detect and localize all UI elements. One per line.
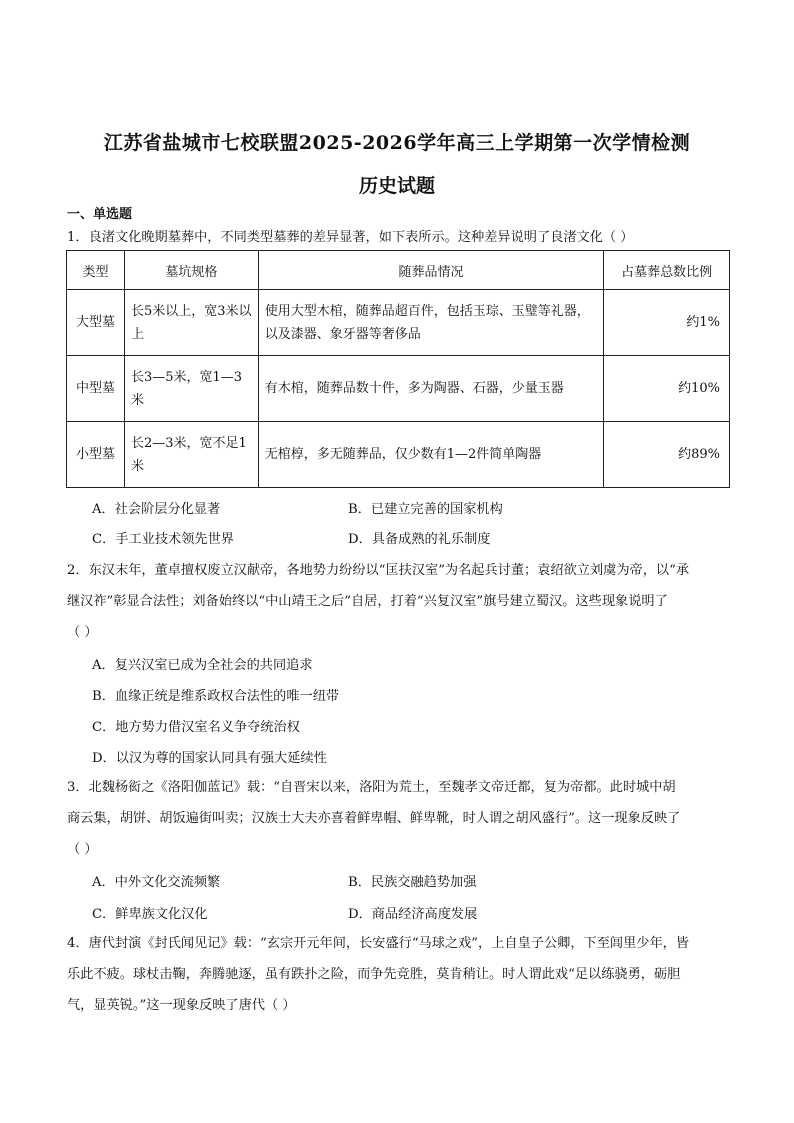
table-header-cell: 占墓葬总数比例 <box>604 251 730 290</box>
question-4-line: 4．唐代封演《封氏闻见记》载：“玄宗开元年间，长安盛行“马球之戏”，上自皇子公卿，下至闾里少年，皆 <box>67 936 690 951</box>
table-cell-size: 长5米以上，宽3米以上 <box>124 290 258 356</box>
table-header-cell: 随葬品情况 <box>258 251 603 290</box>
option-d[interactable]: D．商品经济高度发展 <box>348 907 478 922</box>
question-4-line: 乐此不疲。球杖击鞠，奔腾驰逐，虽有跌扑之险，而争先竞胜，莫肯稍让。时人谓此戏“足以练骁勇，砺胆 <box>67 967 681 982</box>
option-b[interactable]: B．血缘正统是维系政权合法性的唯一纽带 <box>92 689 340 704</box>
table-cell-size: 长3—5米，宽1—3米 <box>124 356 258 422</box>
option-c[interactable]: C．鲜卑族文化汉化 <box>92 907 208 922</box>
question-2-line: 2．东汉末年，董卓擅权废立汉献帝，各地势力纷纷以“匡扶汉室”为名起兵讨董；袁绍欲立刘虞为帝，以“承 <box>67 563 690 578</box>
option-b[interactable]: B．民族交融趋势加强 <box>348 875 477 890</box>
exam-title: 江苏省盐城市七校联盟2025-2026学年高三上学期第一次学情检测 <box>103 132 691 154</box>
question-2-line: 继汉祚”彰显合法性；刘备始终以“中山靖王之后”自居，打着“兴复汉室”旗号建立蜀汉。这些现象说明了 <box>67 594 668 609</box>
question-2-line: （ ） <box>67 625 98 640</box>
tomb-comparison-table <box>66 250 730 488</box>
exam-subtitle: 历史试题 <box>358 175 435 197</box>
option-a[interactable]: A．中外文化交流频繁 <box>92 875 221 890</box>
table-cell-goods: 有木棺，随葬品数十件，多为陶器、石器，少量玉器 <box>258 356 603 422</box>
option-d[interactable]: D．以汉为尊的国家认同具有强大延续性 <box>92 751 327 766</box>
table-cell-goods: 无棺椁，多无随葬品，仅少数有1—2件简单陶器 <box>258 422 603 488</box>
question-3-line: 商云集，胡饼、胡饭遍街叫卖；汉族士大夫亦喜着鲜卑帽、鲜卑靴，时人谓之胡风盛行”。这一现象反映了 <box>67 811 681 826</box>
option-b[interactable]: B．已建立完善的国家机构 <box>348 502 503 517</box>
table-header-row <box>67 251 730 290</box>
table-cell-type: 中型墓 <box>67 356 125 422</box>
table-cell-ratio: 约10% <box>604 356 730 422</box>
table-cell-ratio: 约1% <box>604 290 730 356</box>
table-cell-type: 小型墓 <box>67 422 125 488</box>
table-row <box>67 290 730 356</box>
section-heading: 一、单选题 <box>67 207 133 222</box>
question-3-line: 3．北魏杨衒之《洛阳伽蓝记》载：“自晋宋以来，洛阳为荒土，至魏孝文帝迁都，复为帝都。此时城中胡 <box>67 780 676 795</box>
question-3-line: （ ） <box>67 842 98 857</box>
table-row <box>67 422 730 488</box>
table-header-cell: 墓坑规格 <box>124 251 258 290</box>
option-a[interactable]: A．社会阶层分化显著 <box>92 502 221 517</box>
option-a[interactable]: A．复兴汉室已成为全社会的共同追求 <box>92 658 313 673</box>
option-d[interactable]: D．具备成熟的礼乐制度 <box>348 532 491 547</box>
option-c[interactable]: C．手工业技术领先世界 <box>92 532 234 547</box>
table-cell-size: 长2—3米，宽不足1米 <box>124 422 258 488</box>
table-row <box>67 356 730 422</box>
question-1-stem: 1．良渚文化晚期墓葬中，不同类型墓葬的差异显著，如下表所示。这种差异说明了良渚文化（ ） <box>67 230 634 245</box>
question-4-line: 气，显英锐。”这一现象反映了唐代（ ） <box>67 998 296 1013</box>
option-c[interactable]: C．地方势力借汉室名义争夺统治权 <box>92 720 300 735</box>
table-cell-type: 大型墓 <box>67 290 125 356</box>
table-cell-ratio: 约89% <box>604 422 730 488</box>
table-cell-goods: 使用大型木棺，随葬品超百件，包括玉琮、玉璧等礼器，以及漆器、象牙器等奢侈品 <box>258 290 603 356</box>
table-header-cell: 类型 <box>67 251 125 290</box>
